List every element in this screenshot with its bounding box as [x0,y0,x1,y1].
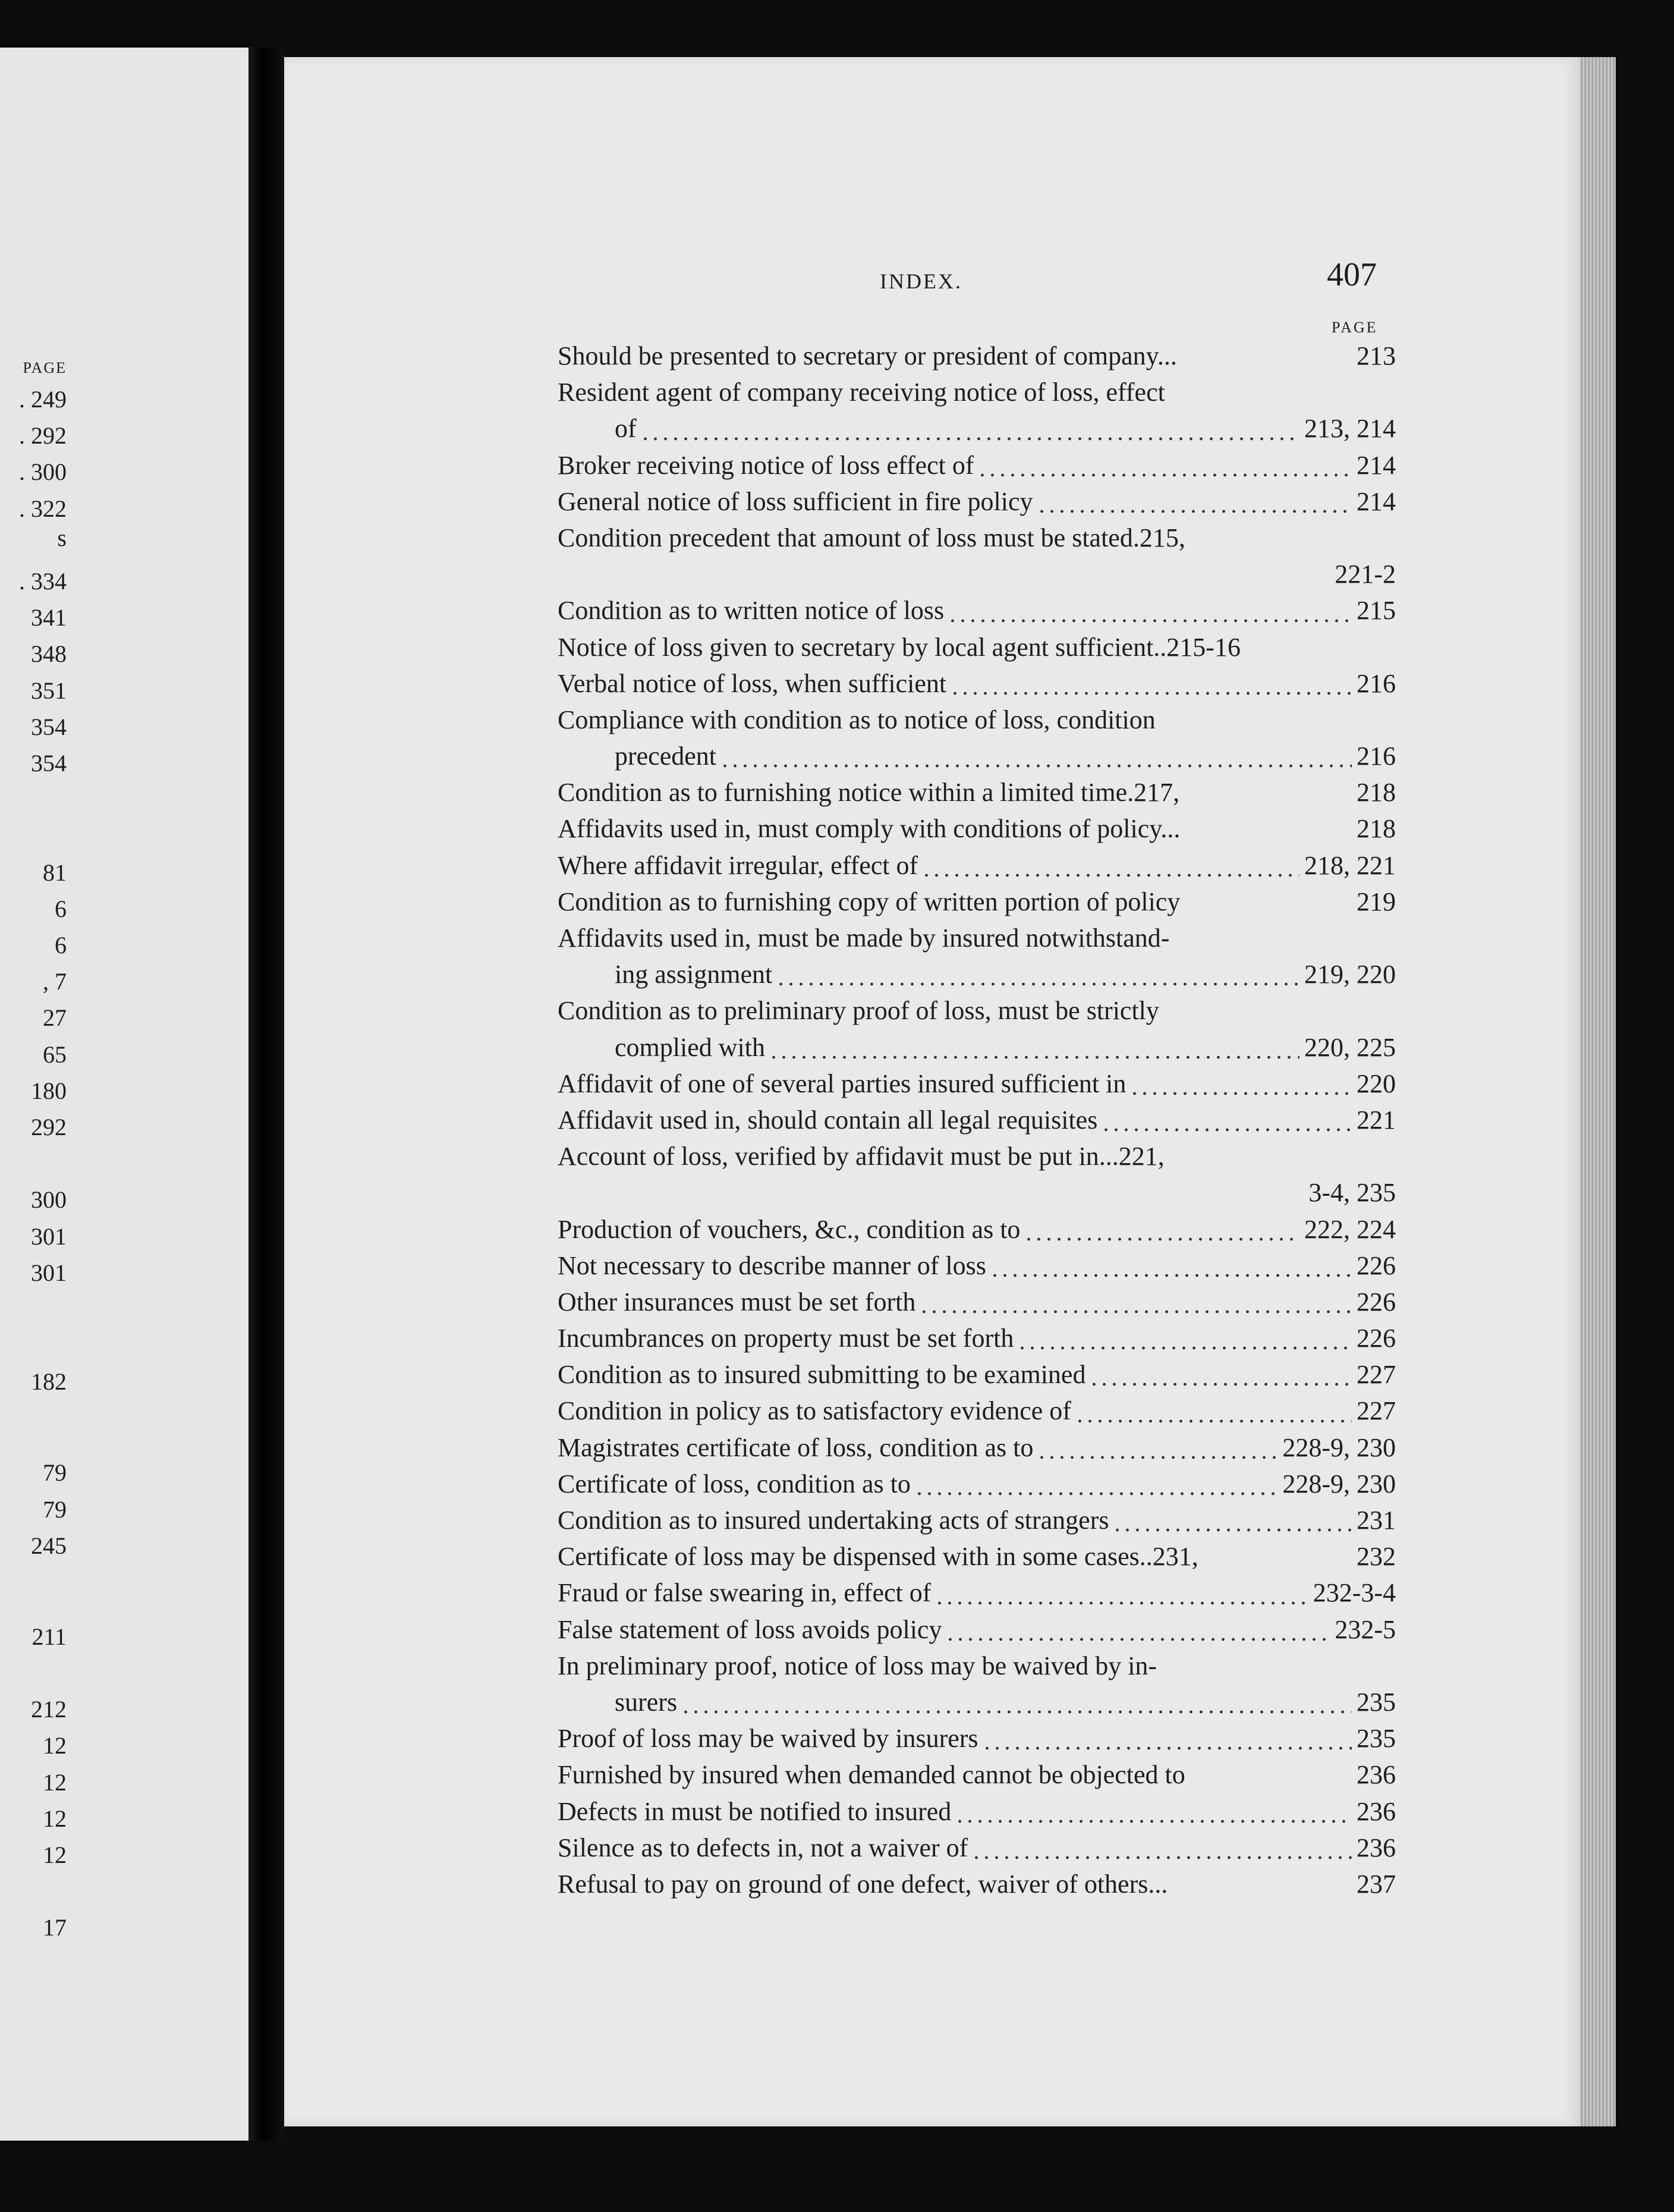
entry-text: General notice of loss sufficient in fire policy [558,486,1033,516]
facing-page-number: 301 [31,1223,67,1250]
entry-text: surers [615,1687,678,1717]
entry-text: Resident agent of company receiving notice of loss, effect [558,378,1165,407]
facing-page-number: 6 [55,895,67,922]
entry-page-ref: 226 [1357,1287,1396,1316]
entry-page-ref: 214 [1357,486,1396,516]
entry-text: precedent [615,741,716,771]
index-entry-line [558,665,1396,702]
facing-page-number: 81 [43,859,67,886]
entry-text: complied with [615,1032,765,1062]
dot-leader [955,1819,1352,1824]
facing-page-number: 182 [31,1368,67,1396]
index-entry-line [558,956,1396,992]
index-entry-line [558,629,1396,665]
index-entry-line [558,774,1396,810]
facing-page-number: 180 [31,1077,67,1104]
facing-page-number: . 292 [19,422,67,450]
entry-text: Fraud or false swearing in, effect of [558,1578,932,1608]
entry-page-ref: 213 [1357,341,1396,370]
entry-page-ref: 216 [1357,668,1396,698]
index-entry-line [558,447,1396,483]
entry-text: Affidavits used in, must comply with conditions of policy... [558,814,1181,844]
dot-leader [1089,1382,1352,1387]
dot-leader [681,1710,1352,1714]
entry-page-ref: 231 [1357,1506,1396,1535]
index-entry-line [558,1502,1396,1538]
index-entry-line [558,920,1396,956]
facing-page-column-label: PAGE [23,359,67,376]
index-entry-line [558,1320,1396,1356]
facing-page-number: 12 [43,1732,67,1759]
index-entry-line [558,592,1396,629]
facing-page-number: 79 [43,1495,67,1523]
index-entry-line [558,1174,1396,1211]
index-entry-line [558,1066,1396,1102]
entry-page-ref: 3-4, 235 [1308,1178,1396,1208]
entry-page-ref: 226 [1357,1324,1396,1353]
entry-text: Refusal to pay on ground of one defect, waiver of others... [558,1869,1168,1899]
index-entry-line [558,1466,1396,1502]
entry-text: Incumbrances on property must be set forth [558,1324,1014,1353]
entry-text: False statement of loss avoids policy [558,1614,942,1644]
entry-text: Should be presented to secretary or president of company... [558,341,1177,370]
facing-page-number: 245 [31,1532,67,1559]
dot-leader [1024,1237,1299,1242]
index-entry-line [558,1648,1396,1684]
entry-page-ref: 216 [1357,741,1396,771]
index-entry-line [558,702,1396,738]
facing-page-number: 12 [43,1768,67,1796]
entry-page-ref: 220, 225 [1304,1032,1396,1062]
facing-page-number: . 322 [19,495,67,522]
entry-text: Certificate of loss, condition as to [558,1469,911,1498]
index-entry-line [558,1393,1396,1429]
index-entry-line [558,410,1396,447]
entry-page-ref: 232-5 [1335,1614,1396,1644]
dot-leader [1075,1419,1352,1424]
entry-text: Furnished by insured when demanded cannot be objected to [558,1760,1185,1790]
entry-text: Condition as to furnishing copy of written portion of policy [558,887,1181,916]
page-edge [1580,57,1616,2126]
index-entry-line [558,1866,1396,1902]
facing-page-number: 351 [31,677,67,704]
index-entry-line [558,1793,1396,1830]
entry-page-ref: 213, 214 [1304,414,1396,444]
dot-leader [1037,509,1352,514]
entry-text: of [615,414,637,444]
dot-leader [948,618,1352,623]
entry-page-ref: 218 [1357,814,1396,844]
entry-text: Affidavit used in, should contain all legal requisites [558,1105,1098,1135]
page-column-label: PAGE [1332,319,1378,336]
facing-page-fragment [0,48,248,2141]
entry-page-ref: 227 [1357,1396,1396,1426]
facing-page-number: 17 [43,1914,67,1941]
entry-page-ref: 214 [1357,450,1396,480]
dot-leader [1112,1528,1352,1532]
index-entry-line [558,1138,1396,1174]
index-entry-line [558,884,1396,920]
entry-page-ref: 232 [1357,1542,1396,1572]
entry-page-ref: 220 [1357,1069,1396,1098]
facing-page-number: , 7 [43,968,67,995]
entry-text: Proof of loss may be waived by insurers [558,1724,978,1754]
index-entry-line [558,1029,1396,1066]
index-entry-line [558,520,1396,556]
facing-page-number: 65 [43,1041,67,1068]
dot-leader [776,982,1299,986]
index-entry-line [558,1356,1396,1393]
dot-leader [1101,1127,1352,1132]
index-entry-line [558,810,1396,847]
dot-leader [1129,1091,1352,1096]
entry-page-ref: 218, 221 [1304,850,1396,880]
entry-text: Defects in must be notified to insured [558,1796,952,1826]
entry-text: Other insurances must be set forth [558,1287,916,1316]
entry-page-ref: 232-3-4 [1313,1578,1396,1608]
dot-leader [950,691,1352,696]
entry-text: Not necessary to describe manner of loss [558,1250,986,1280]
index-entry-line [558,1575,1396,1611]
index-entry-line [558,1102,1396,1138]
facing-page-number: 341 [31,604,67,631]
index-entry-line [558,1284,1396,1320]
dot-leader [921,873,1299,878]
entry-text: Certificate of loss may be dispensed with in some cases..231, [558,1542,1198,1572]
entry-text: Account of loss, verified by affidavit must be put in...221, [558,1142,1165,1171]
dot-leader [945,1637,1330,1642]
entry-page-ref: 236 [1357,1796,1396,1826]
entry-text: Affidavit of one of several parties insured sufficient in [558,1069,1127,1098]
entry-text: Broker receiving notice of loss effect of [558,450,974,480]
entry-text: Production of vouchers, &c., condition as to [558,1214,1021,1244]
entry-page-ref: 222, 224 [1304,1214,1396,1244]
index-entry-line [558,992,1396,1029]
entry-text: ing assignment [615,960,773,989]
entry-text: Condition as to preliminary proof of loss, must be strictly [558,996,1159,1026]
index-entry-line [558,1720,1396,1757]
dot-leader [919,1309,1352,1314]
entry-page-ref: 235 [1357,1687,1396,1717]
entry-page-ref: 237 [1357,1869,1396,1899]
index-entry-line [558,847,1396,884]
index-entry-line [558,1757,1396,1793]
page-number: 407 [1327,256,1377,293]
dot-leader [640,436,1299,441]
index-entry-line [558,556,1396,592]
facing-page-number: 354 [31,713,67,740]
entry-page-ref: 227 [1357,1360,1396,1390]
facing-page-number: 27 [43,1004,67,1032]
facing-page-number: . 300 [19,458,67,486]
entry-page-ref: 221 [1357,1105,1396,1135]
entry-text: Verbal notice of loss, when sufficient [558,668,947,698]
entry-page-ref: 236 [1357,1760,1396,1790]
dot-leader [990,1273,1352,1278]
entry-page-ref: 228-9, 230 [1282,1469,1396,1498]
dot-leader [982,1746,1352,1751]
dot-leader [914,1491,1277,1496]
dot-leader [1017,1346,1352,1350]
facing-page-number: 300 [31,1186,67,1214]
index-entry-line [558,1830,1396,1866]
entry-text: Silence as to defects in, not a waiver of [558,1833,968,1862]
entry-text: Condition as to written notice of loss [558,596,945,626]
entry-page-ref: 228-9, 230 [1282,1432,1396,1462]
index-entry-line [558,483,1396,520]
entry-text: In preliminary proof, notice of loss may be waived by in- [558,1651,1157,1680]
running-head: INDEX. [880,269,962,293]
book-gutter [248,48,284,2141]
entry-text: Magistrates certificate of loss, condition as to [558,1432,1034,1462]
dot-leader [977,473,1352,477]
entry-page-ref: 235 [1357,1724,1396,1754]
entry-page-ref: 218 [1357,778,1396,807]
entry-page-ref: 219 [1357,887,1396,916]
facing-page-number: 6 [55,932,67,959]
facing-page-number: 301 [31,1259,67,1286]
facing-page-number: 354 [31,750,67,777]
facing-page-number: s [57,524,67,551]
entry-text: Condition as to insured submitting to be examined [558,1360,1086,1390]
index-entry-line [558,1211,1396,1248]
index-entry-line [558,1538,1396,1575]
facing-page-number: 12 [43,1805,67,1832]
facing-page-number: 79 [43,1459,67,1487]
entry-page-ref: 219, 220 [1304,960,1396,989]
entry-text: Condition as to insured undertaking acts of strangers [558,1506,1109,1535]
dot-leader [971,1855,1352,1860]
entry-page-ref: 236 [1357,1833,1396,1862]
index-entry-line [558,738,1396,774]
entry-page-ref: 221-2 [1335,560,1396,589]
facing-page-number: . 334 [19,568,67,595]
facing-page-number: 292 [31,1114,67,1140]
dot-leader [934,1601,1308,1605]
facing-page-number: 12 [43,1842,67,1868]
entry-text: Condition in policy as to satisfactory evidence of [558,1396,1071,1426]
facing-page-number: 212 [31,1696,67,1723]
facing-page-number: 348 [31,640,67,668]
dot-leader [720,763,1352,768]
entry-text: Affidavits used in, must be made by insured notwithstand- [558,923,1170,953]
entry-text: Compliance with condition as to notice of loss, condition [558,705,1156,734]
entry-text: Condition precedent that amount of loss must be stated.215, [558,523,1185,552]
entry-page-ref: 215 [1357,596,1396,626]
index-entries [558,338,1396,1902]
entry-text: Condition as to furnishing notice within a limited time.217, [558,778,1180,807]
index-entry-line [558,1684,1396,1720]
index-entry-line [558,338,1396,374]
index-entry-line [558,1611,1396,1648]
entry-page-ref: 226 [1357,1250,1396,1280]
dot-leader [1037,1455,1277,1460]
index-entry-line [558,374,1396,410]
index-entry-line [558,1429,1396,1466]
index-entry-line [558,1248,1396,1284]
facing-page-number: . 249 [19,386,67,413]
entry-text: Where affidavit irregular, effect of [558,850,918,880]
facing-page-number: 211 [32,1623,67,1650]
dot-leader [769,1055,1299,1060]
entry-text: Notice of loss given to secretary by local agent sufficient..215-16 [558,632,1241,662]
